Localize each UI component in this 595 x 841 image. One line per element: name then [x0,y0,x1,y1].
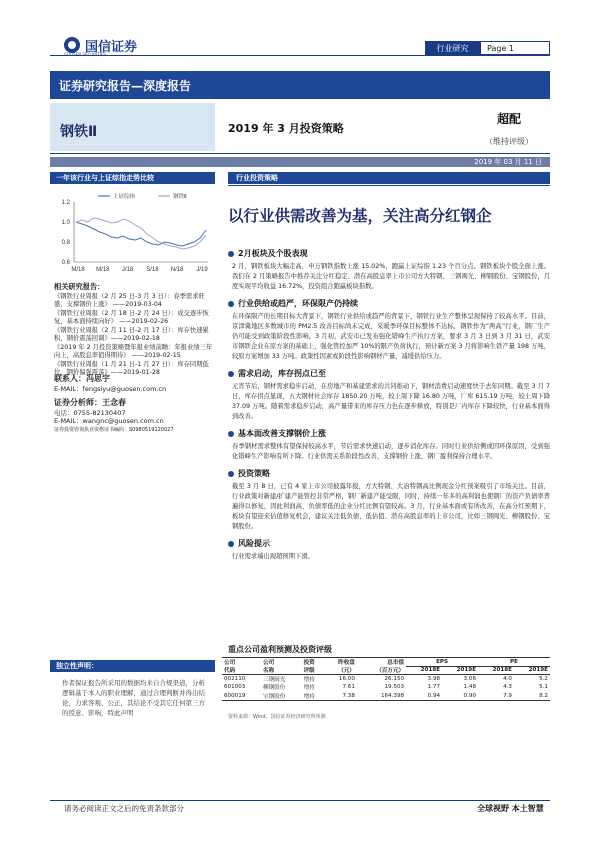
company-name: 国信证券 [85,39,138,55]
table-cell: 3.06 [463,676,477,682]
table-header: 总市值 [357,658,406,667]
table-cell: 600019 [222,692,261,701]
section [228,248,550,292]
related-item[interactable]: 《钢铁行业周报（2 月 11 日-2 月 17 日）：库存快速累积，钢价震荡回调》——2019-02-18 [54,326,209,342]
page-number: Page 1 [480,41,550,55]
section [228,538,550,562]
table-cell: 4.0 [503,676,512,682]
table-cell: 0.94 [406,692,442,701]
table-cell: 3.98 [427,676,441,682]
section-title: 投资策略 [238,469,270,478]
footer-divider [50,800,550,801]
table-header: 昨收盘 [325,658,357,667]
section-text: 截至 3 月 8 日，已有 4 家上市公司披露年报，方大特钢、大冶特钢高比例现金分红预案吸引了市场关注。目前，行业政策对新建/扩建产能管控非常严格，钢厂新建产能受限，同时，持续一年多的高利润也使钢厂的资产负债率普遍得以修复，因此利润高、负债率低的企业分红比例有望较高。3 月，行业基本面或有所改善，在高分红预期下，板块有望迎来估值修复机会，建议关注低负债、低估值、潜在高股息率的上市公司，比如三钢闽光、柳钢股份、宝钢股份。 [232,483,550,530]
logo-icon [64,37,80,53]
table-cell: 5.2 [539,676,548,682]
section-text: 行业需求端出现超预期下滑。 [232,553,314,560]
table-cell: 5.1 [539,684,548,691]
table-source: 资料来源：Wind、国信证券经济研究所预测 [228,714,326,720]
table-cell: 1.48 [463,684,477,691]
section-title: 2月板块及个股表现 [238,249,308,258]
bullet-icon [228,541,234,547]
y-tick-label: 0.8 [61,240,70,246]
table-cell: 19.503 [384,684,405,691]
body-sections [228,248,550,568]
table-cell: 164.398 [357,692,406,701]
table-header: 2019E [514,666,550,675]
title-divider [50,153,550,154]
rating: 超配 [497,112,522,126]
section-text: 春季钢材需求整体有望保持较高水平，节后需求快速启动，逐步消化库存。同时行业供给侧或因环保原因，受到强化错峰生产影响有所下降。行业供需关系阶段性改善，支撑钢价上涨，钢厂盈利保持合理水平。 [232,443,550,460]
table-cell: 16.00 [338,676,355,682]
table-cell: 7.61 [342,684,355,691]
table-cell: 柳钢股份 [262,685,286,692]
x-tick-label: S/18 [146,267,159,273]
table-header: 公司 [261,658,302,667]
analyst-email[interactable]: E-MAIL：wangnc@guosen.com.cn [54,417,164,425]
table-header: 公司 [222,658,261,667]
table-header: 代码 [222,666,261,675]
x-tick-label: N/18 [170,267,184,273]
x-tick-label: J/18 [121,267,134,273]
table-cell: 三钢闽光 [262,677,286,683]
legend-label: 上证综指 [113,194,136,200]
table-header: 评级 [302,666,325,675]
y-tick-label: 1.0 [61,220,70,226]
independence-text: 作者保证报告所采用的数据均来自合规渠道，分析逻辑基于本人的职业理解，通过合理判断并得出结论，力求客观、公正，其结论不受其它任何第三方的授意、影响，特此声明 [62,679,205,717]
series-line [76,222,206,246]
section-title: 行业供给或趋严，环保限产仍持续 [238,299,358,308]
table-header: 投资 [302,658,325,667]
table-cell: 4.3 [503,684,512,691]
report-type-tag: 行业研究 [425,41,480,55]
table-cell: 8.2 [514,692,550,701]
contact-email[interactable]: E-MAIL：fengsiyu@guosen.com.cn [54,384,167,393]
chart-header: 一年该行业与上证综指走势比较 [50,172,215,184]
report-date: 2019 年 03 月 11 日 [474,158,542,166]
section [228,298,550,362]
section-text: 元宵节后，钢材需求稳步启动，在房地产和基建需求的共同推动下，钢材消费启动速度快于去年同期。截至 3 月 7 日，库存拐点显现，五大钢材社会库存 1850.20 万吨，较上周下降 16.80 万吨，厂库 615.19 万吨，较上周下降 37.09 万吨。随着需求稳步启动，高产量带来的库存压力也在逐步释放，特别是厂内库存下降较快，行业基本面得到改善。 [232,383,550,420]
analyst-name: 证券分析师：王念春 [54,398,126,407]
table-cell: 1.77 [427,684,441,691]
table-cell: 宝钢股份 [261,692,302,701]
section-header-bar [228,172,550,184]
table-cell: 7.38 [325,692,357,701]
bullet-icon [228,371,234,377]
x-tick-label: M/18 [96,267,110,273]
section-header: 行业投资策略 [228,172,286,184]
table-header: 2018E [478,666,514,675]
contact-name: 联系人：冯思宇 [54,374,110,383]
table-cell: 26.150 [384,676,405,682]
table-header: （百万元） [357,666,406,675]
table-row [222,692,550,701]
footer-slogan: 全球视野 本土智慧 [477,804,544,813]
table-cell: 0.90 [442,692,478,701]
table-title: 重点公司盈利预测及投资评级 [228,645,332,654]
table-cell: 002110 [224,676,246,682]
section-title: 基本面改善支撑钢价上涨 [238,429,326,438]
table-cell: 7.9 [478,692,514,701]
footer-disclaimer: 请务必阅读正文之后的免责条款部分 [64,804,184,813]
related-item[interactable]: 《钢铁行业周报（2 月 25 日-3 月 3 日）：春季需求旺盛，支撑钢价上涨》 ——2019-03-04 [54,292,205,308]
table-header: EPS [406,658,478,667]
headline: 以行业供需改善为基，关注高分红钢企 [228,206,492,225]
analyst-cert: 证券投资咨询执业资格证书编码：S0980519120027 [54,426,174,433]
table-header: 名称 [261,666,302,675]
section-text: 2 月，钢铁板块大幅走高，申万钢铁指数上涨 15.02%，跑赢上证综指 1.23 个百分点。钢铁板块个股全面上涨。我们在 2 月策略报告中推荐关注分红稳定、潜在高股息率上市公司方大特钢、三钢闽光、柳钢股份、宝钢股份，月度实现平均收益 16.72%，投资组合跑赢板块指数。 [232,263,550,290]
company-logo [64,34,154,56]
analyst-phone: 电话：0755-82130407 [54,408,126,417]
bullet-icon [228,431,234,437]
contact-block [54,375,214,434]
section [228,368,550,422]
header-divider [50,55,550,56]
table-cell: 601003 [224,684,246,691]
table-row [222,683,550,692]
report-banner: 证券研究报告—深度报告 [50,71,550,99]
related-item[interactable]: 《钢铁行业周报（2 月 18 日-2 月 24 日）：成交逐步恢复，基本面持续向好》 ——2019-02-26 [54,309,209,325]
forecast-table [222,657,550,701]
table-header: 2019E [442,666,478,675]
table-cell: 增持 [302,692,325,701]
section-title: 需求启动，库存拐点已至 [238,369,326,378]
y-tick-label: 0.6 [61,260,70,266]
section-text: 在环保限产的长期目标大背景下，钢铁行业供给或趋严的背景下，钢铁行业生产整体呈现保持了较高水平。目前，京津冀地区多数城市的 PM2.5 改善目标尚未完成，采暖季环保目标整体不达标，钢铁作为“两高”行业，钢厂生产仍可能受到政策阶段性影响。3 月初，武安市已发布强化错峰生产执行方案，要求 3 月 3 日到 3 月 31 日，武安市钢铁企业在原方案的基础上，强化管控加严 10%的限产负荷执行，预计新方案 3 月将影响生铁产量 198 万吨，较原方案增加 33 万吨。政策性因素或阶段性影响钢材产量，减缓供给压力。 [232,313,550,360]
table-header: 2018E [406,666,442,675]
related-item[interactable]: 《2019 年 2 月投资策略暨年报业绩前瞻：年报业绩三年向上，高股息率值得期待》 ——2019-02-15 [54,343,213,359]
table-row [222,675,550,684]
sector-name: 钢铁Ⅱ [50,103,215,151]
bullet-icon [228,251,234,257]
y-tick-label: 1.2 [61,200,70,206]
table-header: （元） [325,666,357,675]
date-bar [50,157,550,167]
table-cell: 增持 [303,685,315,692]
bullet-icon [228,301,234,307]
x-tick-label: M/18 [71,267,85,273]
x-tick-label: J/19 [196,267,208,273]
section [228,468,550,532]
related-reports [54,283,214,378]
related-item[interactable]: 《钢铁行业周报（1 月 21 日-1 月 27 日）：库存同期低位，钢价偏强震荡》——2019-01-28 [54,360,209,376]
section-title: 风险提示 [238,539,270,548]
section [228,428,550,462]
independence-header: 独立性声明： [50,660,215,672]
table-header: PE [478,658,550,667]
bullet-icon [228,471,234,477]
trend-chart [50,188,215,280]
rating-note: （维持评级） [485,137,533,146]
table-cell: 增持 [303,677,315,683]
legend-label: 钢铁Ⅱ [173,194,187,200]
report-title: 2019 年 3 月投资策略 [228,122,344,135]
related-title: 相关研究报告： [54,282,105,291]
